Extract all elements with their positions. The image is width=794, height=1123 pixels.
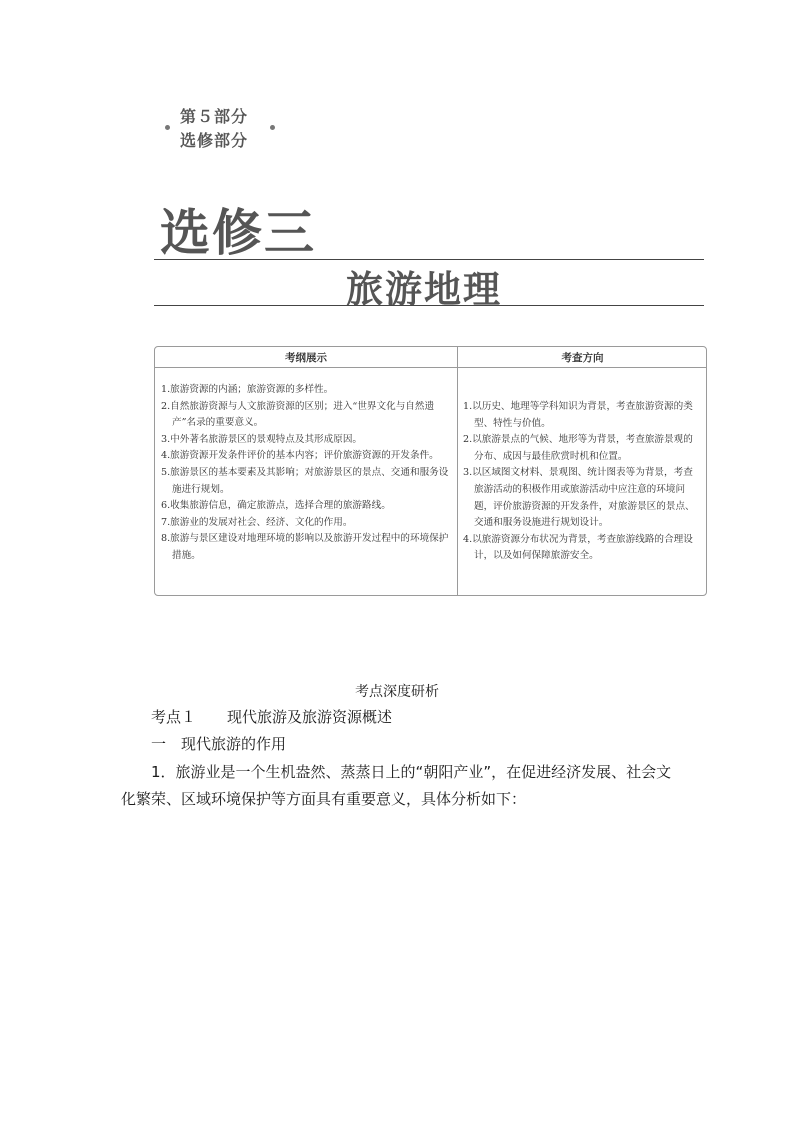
syllabus-list xyxy=(161,382,453,565)
syllabus-item: 4.旅游资源开发条件评价的基本内容；评价旅游资源的开发条件。 xyxy=(161,450,439,462)
syllabus-item: 3.中外著名旅游景区的景观特点及其形成原因。 xyxy=(161,433,363,445)
syllabus-item: 1.旅游资源的内涵；旅游资源的多样性。 xyxy=(161,384,334,395)
syllabus-item: 7.旅游业的发展对社会、经济、文化的作用。 xyxy=(161,516,353,528)
header-divider xyxy=(155,367,706,368)
syllabus-item: 8.旅游与景区建设对地理环境的影响以及旅游开发过程中的环境保护措施。 xyxy=(161,533,449,561)
column-divider xyxy=(457,347,458,595)
syllabus-item: 5.旅游景区的基本要素及其影响；对旅游景区的景点、交通和服务设施进行规划。 xyxy=(161,466,449,495)
syllabus-header: 考纲展示 xyxy=(285,352,327,364)
bullet-dot-left xyxy=(165,125,170,130)
sub-heading: 一 现代旅游的作用 xyxy=(151,735,287,753)
module-subtitle: 旅游地理 xyxy=(346,268,502,311)
point-number: 考点１ xyxy=(151,708,197,726)
part-label xyxy=(162,102,282,154)
module-title: 选修三 xyxy=(160,204,316,262)
syllabus-item: 6.收集旅游信息，确定旅游点，选择合理的旅游路线。 xyxy=(161,500,391,512)
exam-direction-item: 3.以区域图文材料、景观图、统计图表等为背景，考查旅游活动的积极作用或旅游活动中应注意的环境问题，评价旅游资源的开发条件，对旅游景区的景点、交通和服务设施进行规划设计。 xyxy=(463,467,695,529)
bullet-dot-right xyxy=(270,125,275,130)
exam-direction-item: 2.以旅游景点的气候、地形等为背景，考查旅游景观的分布、成因与最佳欣赏时机和位置。 xyxy=(463,434,693,462)
point-heading xyxy=(151,706,392,727)
exam-direction-item: 4.以旅游资源分布状况为背景，考查旅游线路的合理设计，以及如何保障旅游安全。 xyxy=(463,533,693,562)
exam-direction-item: 1.以历史、地理等学科知识为背景，考查旅游资源的类型、特性与价值。 xyxy=(463,401,693,429)
title-rule-bottom xyxy=(154,305,704,306)
syllabus-table xyxy=(154,346,707,596)
point-title: 现代旅游及旅游资源概述 xyxy=(227,708,393,726)
part-name: 选修部分 xyxy=(180,131,249,150)
syllabus-item: 2.自然旅游资源与人文旅游资源的区别；进入“世界文化与自然遗产”名录的重要意义。 xyxy=(161,400,435,429)
exam-direction-header: 考查方向 xyxy=(561,352,604,364)
part-number: 第５部分 xyxy=(180,107,249,126)
body-paragraph: 1．旅游业是一个生机盎然、蒸蒸日上的“朝阳产业”，在促进经济发展、社会文化繁荣、区域环境保护等方面具有重要意义，具体分析如下： xyxy=(121,763,672,808)
section-heading: 考点深度研析 xyxy=(355,684,439,700)
exam-direction-list xyxy=(463,399,701,565)
